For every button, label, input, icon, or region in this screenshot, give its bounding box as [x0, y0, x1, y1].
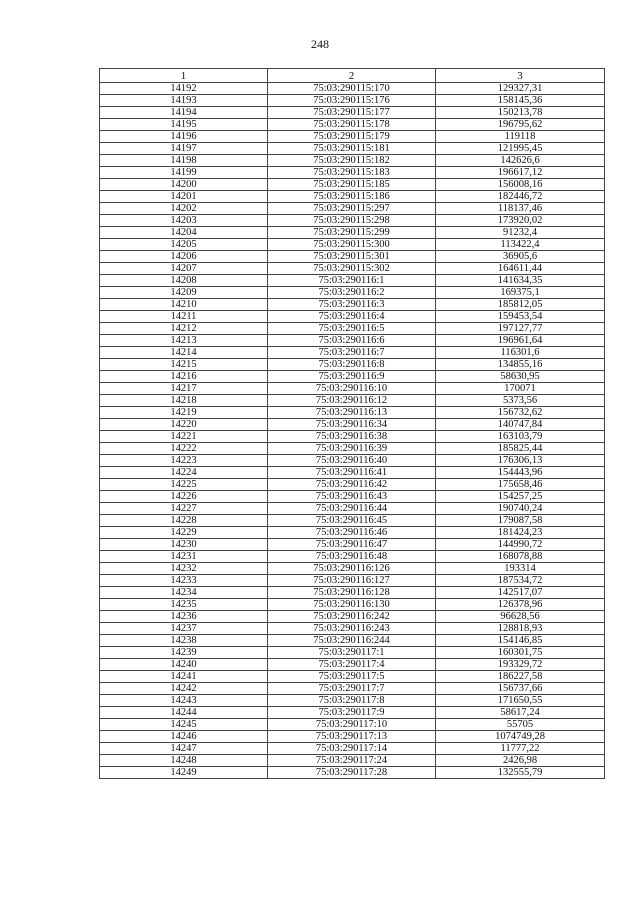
row-number-cell: 14240	[100, 659, 268, 671]
value-cell: 169375,1	[436, 287, 605, 299]
cadastral-number-cell: 75:03:290117:13	[268, 731, 436, 743]
table-row	[100, 443, 605, 455]
cadastral-number-cell: 75:03:290116:9	[268, 371, 436, 383]
table-row	[100, 83, 605, 95]
value-cell: 1074749,28	[436, 731, 605, 743]
table-row	[100, 119, 605, 131]
row-number-cell: 14197	[100, 143, 268, 155]
row-number-cell: 14220	[100, 419, 268, 431]
value-cell: 5373,56	[436, 395, 605, 407]
value-cell: 140747,84	[436, 419, 605, 431]
cadastral-number-cell: 75:03:290115:182	[268, 155, 436, 167]
row-number-cell: 14207	[100, 263, 268, 275]
table-row	[100, 743, 605, 755]
cadastral-number-cell: 75:03:290116:8	[268, 359, 436, 371]
row-number-cell: 14217	[100, 383, 268, 395]
table-row	[100, 719, 605, 731]
cadastral-number-cell: 75:03:290115:183	[268, 167, 436, 179]
value-cell: 126378,96	[436, 599, 605, 611]
cadastral-number-cell: 75:03:290115:176	[268, 95, 436, 107]
table-row	[100, 251, 605, 263]
cadastral-number-cell: 75:03:290117:14	[268, 743, 436, 755]
cadastral-number-cell: 75:03:290115:301	[268, 251, 436, 263]
table-row	[100, 107, 605, 119]
cadastral-number-cell: 75:03:290116:39	[268, 443, 436, 455]
row-number-cell: 14227	[100, 503, 268, 515]
cadastral-number-cell: 75:03:290116:2	[268, 287, 436, 299]
table-row	[100, 263, 605, 275]
value-cell: 142517,07	[436, 587, 605, 599]
cadastral-number-cell: 75:03:290116:38	[268, 431, 436, 443]
cadastral-number-cell: 75:03:290115:297	[268, 203, 436, 215]
cadastral-number-cell: 75:03:290116:41	[268, 467, 436, 479]
cadastral-number-cell: 75:03:290117:5	[268, 671, 436, 683]
value-cell: 173920,02	[436, 215, 605, 227]
row-number-cell: 14237	[100, 623, 268, 635]
row-number-cell: 14229	[100, 527, 268, 539]
row-number-cell: 14235	[100, 599, 268, 611]
value-cell: 154146,85	[436, 635, 605, 647]
table-row	[100, 671, 605, 683]
page-number: 248	[311, 37, 329, 51]
value-cell: 197127,77	[436, 323, 605, 335]
cadastral-number-cell: 75:03:290115:302	[268, 263, 436, 275]
value-cell: 119118	[436, 131, 605, 143]
cadastral-number-cell: 75:03:290116:130	[268, 599, 436, 611]
value-cell: 116301,6	[436, 347, 605, 359]
table-row	[100, 371, 605, 383]
row-number-cell: 14203	[100, 215, 268, 227]
table-row	[100, 227, 605, 239]
value-cell: 121995,45	[436, 143, 605, 155]
row-number-cell: 14247	[100, 743, 268, 755]
table-row	[100, 311, 605, 323]
cadastral-number-cell: 75:03:290117:10	[268, 719, 436, 731]
table-row	[100, 155, 605, 167]
row-number-cell: 14226	[100, 491, 268, 503]
value-cell: 128818,93	[436, 623, 605, 635]
table-row	[100, 203, 605, 215]
cadastral-number-cell: 75:03:290117:4	[268, 659, 436, 671]
row-number-cell: 14234	[100, 587, 268, 599]
row-number-cell: 14221	[100, 431, 268, 443]
row-number-cell: 14214	[100, 347, 268, 359]
value-cell: 132555,79	[436, 767, 605, 779]
value-cell: 142626,6	[436, 155, 605, 167]
table-row	[100, 335, 605, 347]
table-row	[100, 599, 605, 611]
row-number-cell: 14246	[100, 731, 268, 743]
row-number-cell: 14239	[100, 647, 268, 659]
cadastral-number-cell: 75:03:290116:45	[268, 515, 436, 527]
value-cell: 176306,13	[436, 455, 605, 467]
cadastral-number-cell: 75:03:290116:34	[268, 419, 436, 431]
table-row	[100, 575, 605, 587]
cadastral-number-cell: 75:03:290115:300	[268, 239, 436, 251]
cadastral-number-cell: 75:03:290117:9	[268, 707, 436, 719]
value-cell: 196617,12	[436, 167, 605, 179]
row-number-cell: 14223	[100, 455, 268, 467]
value-cell: 96628,56	[436, 611, 605, 623]
cadastral-number-cell: 75:03:290117:28	[268, 767, 436, 779]
cadastral-number-cell: 75:03:290117:1	[268, 647, 436, 659]
table-row	[100, 191, 605, 203]
row-number-cell: 14206	[100, 251, 268, 263]
table-row	[100, 167, 605, 179]
value-cell: 11777,22	[436, 743, 605, 755]
row-number-cell: 14231	[100, 551, 268, 563]
cadastral-number-cell: 75:03:290116:48	[268, 551, 436, 563]
row-number-cell: 14236	[100, 611, 268, 623]
table-row	[100, 455, 605, 467]
cadastral-number-cell: 75:03:290115:299	[268, 227, 436, 239]
value-cell: 182446,72	[436, 191, 605, 203]
value-cell: 190740,24	[436, 503, 605, 515]
table-row	[100, 323, 605, 335]
table-row	[100, 503, 605, 515]
row-number-cell: 14216	[100, 371, 268, 383]
cadastral-number-cell: 75:03:290115:177	[268, 107, 436, 119]
value-cell: 156008,16	[436, 179, 605, 191]
table-row	[100, 179, 605, 191]
row-number-cell: 14243	[100, 695, 268, 707]
row-number-cell: 14245	[100, 719, 268, 731]
table-row	[100, 479, 605, 491]
table-row	[100, 287, 605, 299]
value-cell: 156732,62	[436, 407, 605, 419]
row-number-cell: 14202	[100, 203, 268, 215]
cadastral-number-cell: 75:03:290115:181	[268, 143, 436, 155]
value-cell: 160301,75	[436, 647, 605, 659]
value-cell: 171650,55	[436, 695, 605, 707]
table-row	[100, 131, 605, 143]
value-cell: 185825,44	[436, 443, 605, 455]
table-row	[100, 683, 605, 695]
table-row	[100, 587, 605, 599]
row-number-cell: 14210	[100, 299, 268, 311]
cadastral-number-cell: 75:03:290117:24	[268, 755, 436, 767]
row-number-cell: 14195	[100, 119, 268, 131]
table-row	[100, 635, 605, 647]
value-cell: 164611,44	[436, 263, 605, 275]
column-header-2: 2	[268, 69, 436, 83]
table-row	[100, 755, 605, 767]
value-cell: 181424,23	[436, 527, 605, 539]
row-number-cell: 14205	[100, 239, 268, 251]
column-header-3: 3	[436, 69, 605, 83]
column-header-1: 1	[100, 69, 268, 83]
value-cell: 185812,05	[436, 299, 605, 311]
table-row	[100, 359, 605, 371]
cadastral-number-cell: 75:03:290116:243	[268, 623, 436, 635]
cadastral-number-cell: 75:03:290117:7	[268, 683, 436, 695]
value-cell: 175658,46	[436, 479, 605, 491]
table-row	[100, 431, 605, 443]
table-row	[100, 491, 605, 503]
value-cell: 163103,79	[436, 431, 605, 443]
value-cell: 36905,6	[436, 251, 605, 263]
row-number-cell: 14225	[100, 479, 268, 491]
value-cell: 134855,16	[436, 359, 605, 371]
cadastral-number-cell: 75:03:290116:127	[268, 575, 436, 587]
row-number-cell: 14224	[100, 467, 268, 479]
value-cell: 193329,72	[436, 659, 605, 671]
table-row	[100, 299, 605, 311]
value-cell: 170071	[436, 383, 605, 395]
table-row	[100, 407, 605, 419]
cadastral-number-cell: 75:03:290116:6	[268, 335, 436, 347]
cadastral-number-cell: 75:03:290115:179	[268, 131, 436, 143]
row-number-cell: 14192	[100, 83, 268, 95]
table-row	[100, 419, 605, 431]
cadastral-number-cell: 75:03:290116:46	[268, 527, 436, 539]
value-cell: 58630,95	[436, 371, 605, 383]
row-number-cell: 14248	[100, 755, 268, 767]
cadastral-number-cell: 75:03:290115:185	[268, 179, 436, 191]
cadastral-number-cell: 75:03:290116:43	[268, 491, 436, 503]
table-row	[100, 539, 605, 551]
cadastral-number-cell: 75:03:290115:298	[268, 215, 436, 227]
table-row	[100, 239, 605, 251]
row-number-cell: 14198	[100, 155, 268, 167]
value-cell: 186227,58	[436, 671, 605, 683]
cadastral-number-cell: 75:03:290116:13	[268, 407, 436, 419]
value-cell: 55705	[436, 719, 605, 731]
table-row	[100, 215, 605, 227]
row-number-cell: 14204	[100, 227, 268, 239]
row-number-cell: 14215	[100, 359, 268, 371]
row-number-cell: 14228	[100, 515, 268, 527]
row-number-cell: 14222	[100, 443, 268, 455]
value-cell: 144990,72	[436, 539, 605, 551]
cadastral-number-cell: 75:03:290115:170	[268, 83, 436, 95]
value-cell: 118137,46	[436, 203, 605, 215]
cadastral-number-cell: 75:03:290116:40	[268, 455, 436, 467]
cadastral-number-cell: 75:03:290115:178	[268, 119, 436, 131]
cadastral-number-cell: 75:03:290116:242	[268, 611, 436, 623]
row-number-cell: 14249	[100, 767, 268, 779]
row-number-cell: 14218	[100, 395, 268, 407]
row-number-cell: 14238	[100, 635, 268, 647]
row-number-cell: 14241	[100, 671, 268, 683]
cadastral-number-cell: 75:03:290116:5	[268, 323, 436, 335]
row-number-cell: 14212	[100, 323, 268, 335]
value-cell: 196961,64	[436, 335, 605, 347]
row-number-cell: 14233	[100, 575, 268, 587]
table-row	[100, 659, 605, 671]
cadastral-number-cell: 75:03:290116:244	[268, 635, 436, 647]
table-row	[100, 563, 605, 575]
value-cell: 196795,62	[436, 119, 605, 131]
cadastral-number-cell: 75:03:290116:47	[268, 539, 436, 551]
data-table	[99, 68, 605, 779]
row-number-cell: 14193	[100, 95, 268, 107]
value-cell: 2426,98	[436, 755, 605, 767]
cadastral-number-cell: 75:03:290116:3	[268, 299, 436, 311]
row-number-cell: 14209	[100, 287, 268, 299]
value-cell: 113422,4	[436, 239, 605, 251]
table-row	[100, 647, 605, 659]
table-row	[100, 623, 605, 635]
row-number-cell: 14211	[100, 311, 268, 323]
row-number-cell: 14232	[100, 563, 268, 575]
table-body	[100, 83, 605, 779]
row-number-cell: 14219	[100, 407, 268, 419]
row-number-cell: 14213	[100, 335, 268, 347]
row-number-cell: 14230	[100, 539, 268, 551]
value-cell: 154257,25	[436, 491, 605, 503]
table-row	[100, 143, 605, 155]
table-row	[100, 383, 605, 395]
cadastral-number-cell: 75:03:290116:42	[268, 479, 436, 491]
value-cell: 154443,96	[436, 467, 605, 479]
table-row	[100, 527, 605, 539]
table-row	[100, 347, 605, 359]
value-cell: 159453,54	[436, 311, 605, 323]
cadastral-number-cell: 75:03:290116:7	[268, 347, 436, 359]
value-cell: 193314	[436, 563, 605, 575]
table-row	[100, 767, 605, 779]
table-row	[100, 731, 605, 743]
cadastral-number-cell: 75:03:290117:8	[268, 695, 436, 707]
table-row	[100, 515, 605, 527]
cadastral-number-cell: 75:03:290115:186	[268, 191, 436, 203]
table-row	[100, 395, 605, 407]
row-number-cell: 14208	[100, 275, 268, 287]
cadastral-number-cell: 75:03:290116:128	[268, 587, 436, 599]
cadastral-number-cell: 75:03:290116:12	[268, 395, 436, 407]
cadastral-number-cell: 75:03:290116:44	[268, 503, 436, 515]
value-cell: 156737,66	[436, 683, 605, 695]
cadastral-number-cell: 75:03:290116:1	[268, 275, 436, 287]
value-cell: 158145,36	[436, 95, 605, 107]
table-row	[100, 695, 605, 707]
value-cell: 141634,35	[436, 275, 605, 287]
value-cell: 168078,88	[436, 551, 605, 563]
value-cell: 179087,58	[436, 515, 605, 527]
row-number-cell: 14196	[100, 131, 268, 143]
table-row	[100, 95, 605, 107]
value-cell: 150213,78	[436, 107, 605, 119]
row-number-cell: 14199	[100, 167, 268, 179]
table-header-row	[100, 69, 605, 83]
cadastral-number-cell: 75:03:290116:4	[268, 311, 436, 323]
table-row	[100, 551, 605, 563]
row-number-cell: 14242	[100, 683, 268, 695]
value-cell: 91232,4	[436, 227, 605, 239]
table-row	[100, 707, 605, 719]
table-row	[100, 611, 605, 623]
table-row	[100, 467, 605, 479]
cadastral-number-cell: 75:03:290116:126	[268, 563, 436, 575]
cadastral-number-cell: 75:03:290116:10	[268, 383, 436, 395]
row-number-cell: 14244	[100, 707, 268, 719]
row-number-cell: 14194	[100, 107, 268, 119]
value-cell: 129327,31	[436, 83, 605, 95]
value-cell: 58617,24	[436, 707, 605, 719]
value-cell: 187534,72	[436, 575, 605, 587]
table-row	[100, 275, 605, 287]
row-number-cell: 14200	[100, 179, 268, 191]
row-number-cell: 14201	[100, 191, 268, 203]
